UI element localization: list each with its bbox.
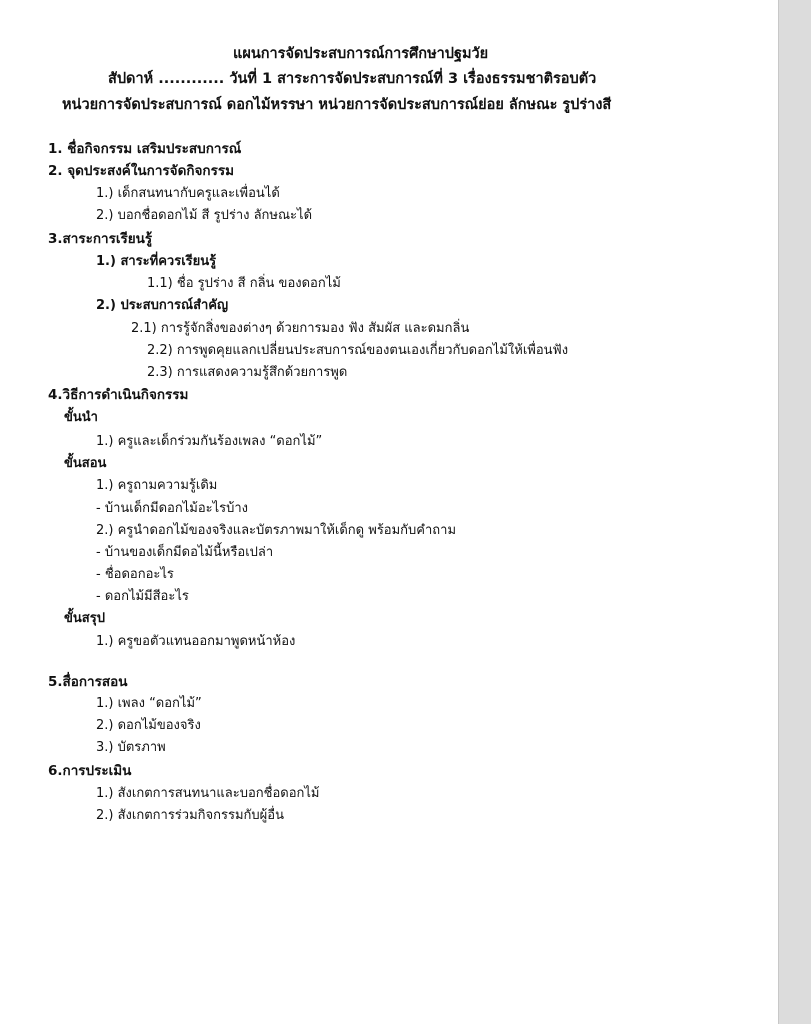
procedure-item: - บ้านเด็กมีดอกไม้อะไรบ้าง [96,501,249,516]
material-item: 3.) บัตรภาพ [96,740,166,755]
teaching-step-heading: ขั้นสอน [64,456,107,471]
experience-item: 2.3) การแสดงความรู้สึกด้วยการพูด [147,365,348,380]
experience-item: 2.2) การพูดคุยแลกเปลี่ยนประสบการณ์ของตนเองเกี่ยวกับดอกไม้ให้เพื่อนฟัง [147,343,569,358]
summary-step-heading: ขั้นสรุป [64,611,105,626]
week-day-subtitle: สัปดาห์ ............ วันที่ 1 สาระการจัดประสบการณ์ที่ 3 เรื่องธรรมชาติรอบตัว [108,71,597,87]
procedure-item: - ชื่อดอกอะไร [96,567,174,582]
material-item: 1.) เพลง “ดอกไม้” [96,696,202,711]
procedure-item: 1.) ครูและเด็กร่วมกันร้องเพลง “ดอกไม้” [96,434,323,449]
objective-item: 2.) บอกชื่อดอกไม้ สี รูปร่าง ลักษณะได้ [96,208,313,223]
subsection-3-1-heading: 1.) สาระที่ควรเรียนรู้ [96,254,217,269]
procedure-item: - ดอกไม้มีสีอะไร [96,589,189,604]
unit-subtitle: หน่วยการจัดประสบการณ์ ดอกไม้หรรษา หน่วยการจัดประสบการณ์ย่อย ลักษณะ รูปร่างสี [62,97,612,113]
subsection-3-2-heading: 2.) ประสบการณ์สำคัญ [96,298,229,313]
section-6-heading: 6.การประเมิน [48,763,132,779]
material-item: 2.) ดอกไม้ของจริง [96,718,201,733]
intro-step-heading: ขั้นนำ [64,410,98,425]
section-5-heading: 5.สื่อการสอน [48,674,128,690]
assessment-item: 2.) สังเกตการร่วมกิจกรรมกับผู้อื่น [96,808,284,823]
section-2-heading: 2. จุดประสงค์ในการจัดกิจกรรม [48,163,234,179]
procedure-item: 2.) ครูนำดอกไม้ของจริงและบัตรภาพมาให้เด็กดู พร้อมกับคำถาม [96,523,457,538]
procedure-item: 1.) ครูถามความรู้เดิม [96,478,218,493]
objective-item: 1.) เด็กสนทนากับครูและเพื่อนได้ [96,186,280,201]
content-item: 1.1) ชื่อ รูปร่าง สี กลิ่น ของดอกไม้ [147,276,341,291]
experience-item: 2.1) การรู้จักสิ่งของต่างๆ ด้วยการมอง ฟัง สัมผัส และดมกลิ่น [131,321,470,336]
section-1-heading: 1. ชื่อกิจกรรม เสริมประสบการณ์ [48,141,242,157]
procedure-item: 1.) ครูขอตัวแทนออกมาพูดหน้าห้อง [96,634,296,649]
assessment-item: 1.) สังเกตการสนทนาและบอกชื่อดอกไม้ [96,786,320,801]
section-3-heading: 3.สาระการเรียนรู้ [48,231,153,247]
section-4-heading: 4.วิธีการดำเนินกิจกรรม [48,387,189,403]
document-title: แผนการจัดประสบการณ์การศึกษาปฐมวัย [233,46,489,62]
procedure-item: - บ้านของเด็กมีดอไม้นี้หรือเปล่า [96,545,274,560]
viewer-background [779,0,811,1024]
